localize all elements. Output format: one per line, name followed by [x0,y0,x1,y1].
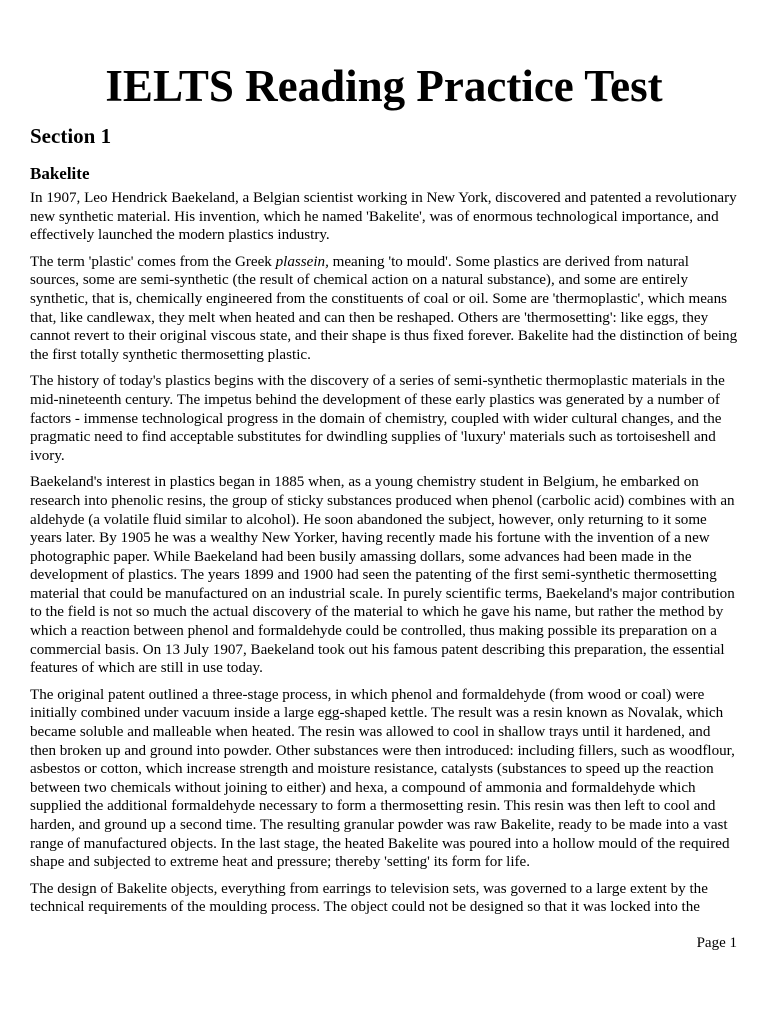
document-title: IELTS Reading Practice Test [105,61,663,111]
paragraph-6: The design of Bakelite objects, everything from earrings to television sets, was governed to a large extent by the technical requirements of the moulding process. The object could not be designed so that it was locked into the [30,880,708,916]
paragraph-2-end: meaning 'to mould'. Some plastics are derived from natural sources, some are semi-synthetic (the result of chemical action on a natural substance), and some are entirely synthetic, that is, chemically engineered from the constituents of coal or oil. Some are 'thermoplastic', which means that, like candlewax, they melt when heated and can then be reshaped. Others are 'thermosetting': like eggs, they cannot revert to their original viscous state, and their shape is thus fixed forever. Bakelite had the distinction of being the first totally synthetic thermosetting plastic. [30,253,738,363]
paragraph-1: In 1907, Leo Hendrick Baekeland, a Belgian scientist working in New York, discovered and patented a revolutionary new synthetic material. His invention, which he named 'Bakelite', was of enormous technological importance, and effectively launched the modern plastics industry. [30,190,737,244]
section-heading: Section 1 [30,124,112,148]
paragraph-2-start: The term 'plastic' comes from the Greek [30,253,276,270]
article-title: Bakelite [30,164,90,183]
document-page [30,0,738,925]
paragraph-3: The history of today's plastics begins with the discovery of a series of semi-synthetic thermoplastic materials in the mid-nineteenth century. The impetus behind the development of these early plastics was generated by a number of factors - immense technological progress in the domain of chemistry, coupled with wider cultural changes, and the pragmatic need to find acceptable substitutes for dwindling supplies of 'luxury' materials such as tortoiseshell and ivory. [30,373,725,464]
paragraph-5: The original patent outlined a three-stage process, in which phenol and formaldehyde (from wood or coal) were initially combined under vacuum inside a large egg-shaped kettle. The result was a resin known as Novalak, which became soluble and malleable when heated. The resin was allowed to cool in shallow trays until it hardened, and then broken up and ground into powder. Other substances were then introduced: including fillers, such as woodflour, asbestos or cotton, which increase strength and moisture resistance, catalysts (substances to speed up the reaction between two chemicals without joining to either) and hexa, a compound of ammonia and formaldehyde which supplied the additional formaldehyde necessary to form a thermosetting resin. This resin was then left to cool and harden, and ground up a second time. The resulting granular powder was raw Bakelite, ready to be made into a vast range of manufactured objects. In the last stage, the heated Bakelite was poured into a hollow mould of the required shape and subjected to extreme heat and pressure; thereby 'setting' its form for life. [30,686,735,871]
paragraph-4: Baekeland's interest in plastics began in 1885 when, as a young chemistry student in Belgium, he embarked on research into phenolic resins, the group of sticky substances produced when phenol (carbolic acid) combines with an aldehyde (a volatile fluid similar to alcohol). He soon abandoned the subject, however, only returning to it some years later. By 1905 he was a wealthy New Yorker, having recently made his fortune with the invention of a new photographic paper. While Baekeland had been busily amassing dollars, some advances had been made in the development of plastics. The years 1899 and 1900 had seen the patenting of the first semi-synthetic thermosetting material that could be manufactured on an industrial scale. In purely scientific terms, Baekeland's major contribution to the field is not so much the actual discovery of the material to which he gave his name, but rather the method by which a reaction between phenol and formaldehyde could be controlled, thus making possible its preparation on a commercial basis. On 13 July 1907, Baekeland took out his famous patent describing this preparation, the essential features of which are still in use today. [30,474,735,677]
paragraph-2 [30,253,738,365]
greek-term: plassein, [275,253,329,270]
page-number: Page 1 [696,935,737,951]
